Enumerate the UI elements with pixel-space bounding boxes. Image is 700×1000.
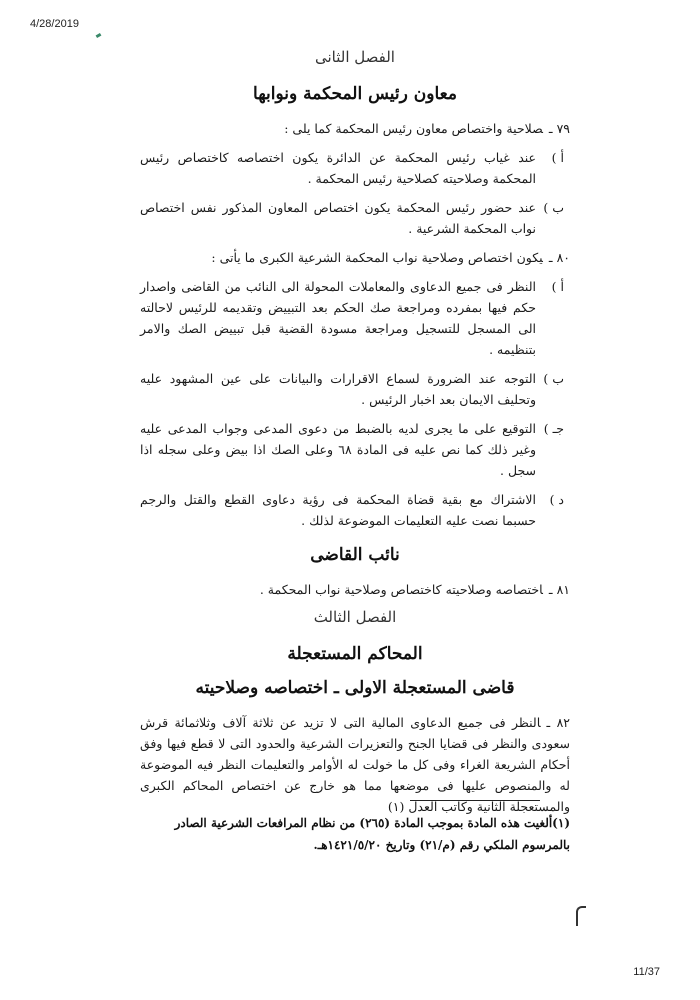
item-letter: ب )	[543, 371, 564, 386]
list-item	[140, 197, 570, 239]
chapter-heading: الفصل الثالث	[313, 608, 397, 626]
item-text: التوقيع على ما يجرى لديه بالضبط من دعوى المدعى وجواب المدعى عليه وغير ذلك كما نص عليه فى المادة ٦٨ وعلى الصك اذا بيض وعلى سجله اذا سجل .	[140, 421, 536, 478]
article-number: ٨٠ ـ	[548, 250, 570, 265]
item-letter: أ )	[551, 279, 564, 294]
article-80	[140, 247, 570, 268]
list-item	[140, 368, 570, 410]
ink-speck	[96, 33, 102, 38]
item-text: التوجه عند الضرورة لسماع الاقرارات والبيانات على عين المشهود عليه وتحليف الايمان بعد اخبار الرئيس .	[140, 371, 536, 407]
item-letter: د )	[549, 492, 564, 507]
list-item	[140, 276, 570, 360]
article-81	[140, 579, 570, 600]
footnote: (١)ألغيت هذه المادة بموجب المادة (٢٦٥) من نظام المرافعات الشرعية الصادر بالمرسوم الملكي رقم (م/٢١) وتاريخ ١٤٢١/٥/٢٠هـ.	[174, 816, 570, 852]
list-item	[140, 147, 570, 189]
chapter-heading: الفصل الثانى	[315, 48, 395, 66]
section-subtitle: قاضى المستعجلة الاولى ـ اختصاصه وصلاحيته	[195, 678, 515, 698]
article-text: يكون اختصاص وصلاحية نواب المحكمة الشرعية الكبرى ما يأتى :	[211, 250, 543, 265]
page-number: 11/37	[633, 966, 660, 978]
scan-mark	[576, 906, 586, 926]
article-82	[140, 712, 570, 817]
article-number: ٨٢ ـ	[546, 715, 570, 730]
document-page	[140, 40, 570, 825]
item-text: الاشتراك مع بقية قضاة المحكمة فى رؤية دعاوى القطع والقتل والرجم حسبما نصت عليه التعليمات الموضوعة لذلك .	[140, 492, 536, 528]
article-number: ٨١ ـ	[548, 582, 570, 597]
article-79	[140, 118, 570, 139]
list-item	[140, 489, 570, 531]
item-letter: أ )	[551, 150, 564, 165]
item-letter: جـ )	[543, 421, 564, 436]
item-text: النظر فى جميع الدعاوى والمعاملات المحولة الى النائب من القاضى واصدار حكم فيها بمفرده ومراجعة صك الحكم بعد التبييض وتقديمه للرئيس لاحالته الى المسجل للتسجيل ومراجعة مسودة القضية قبل تبييض الصك والامر بتنظيمه .	[140, 279, 536, 357]
print-date: 4/28/2019	[30, 18, 79, 30]
article-number: ٧٩ ـ	[548, 121, 570, 136]
section-title: المحاكم المستعجلة	[287, 644, 423, 664]
section-title: معاون رئيس المحكمة ونوابها	[253, 84, 457, 104]
item-letter: ب )	[543, 200, 564, 215]
article-text: صلاحية واختصاص معاون رئيس المحكمة كما يلى :	[284, 121, 543, 136]
article-text: اختصاصه وصلاحيته كاختصاص وصلاحية نواب المحكمة .	[259, 582, 543, 597]
item-text: عند حضور رئيس المحكمة يكون اختصاص المعاون المذكور نفس اختصاص نواب المحكمة الشرعية .	[140, 200, 536, 236]
section-title: نائب القاضى	[310, 545, 400, 565]
article-text: النظر فى جميع الدعاوى المالية التى لا تزيد عن ثلاثة آلاف وثلاثمائة قرش سعودى والنظر فى قضايا الجنح والتعزيرات الشرعية والحدود التى لا قطع فيها وفق أحكام الشريعة الغراء وفى كل ما خولت له الأوامر والتعليمات النظر فيه الموضوعة له والمنصوص عليها فى موضعها مما هو خارج عن اختصاص المحاكم الكبرى والمستعجلة الثانية وكاتب العدل (١)	[140, 715, 570, 814]
footnote-divider	[410, 800, 540, 801]
item-text: عند غياب رئيس المحكمة عن الدائرة يكون اختصاصه كاختصاص رئيس المحكمة وصلاحيته كصلاحية رئيس المحكمة .	[140, 150, 536, 186]
list-item	[140, 418, 570, 481]
